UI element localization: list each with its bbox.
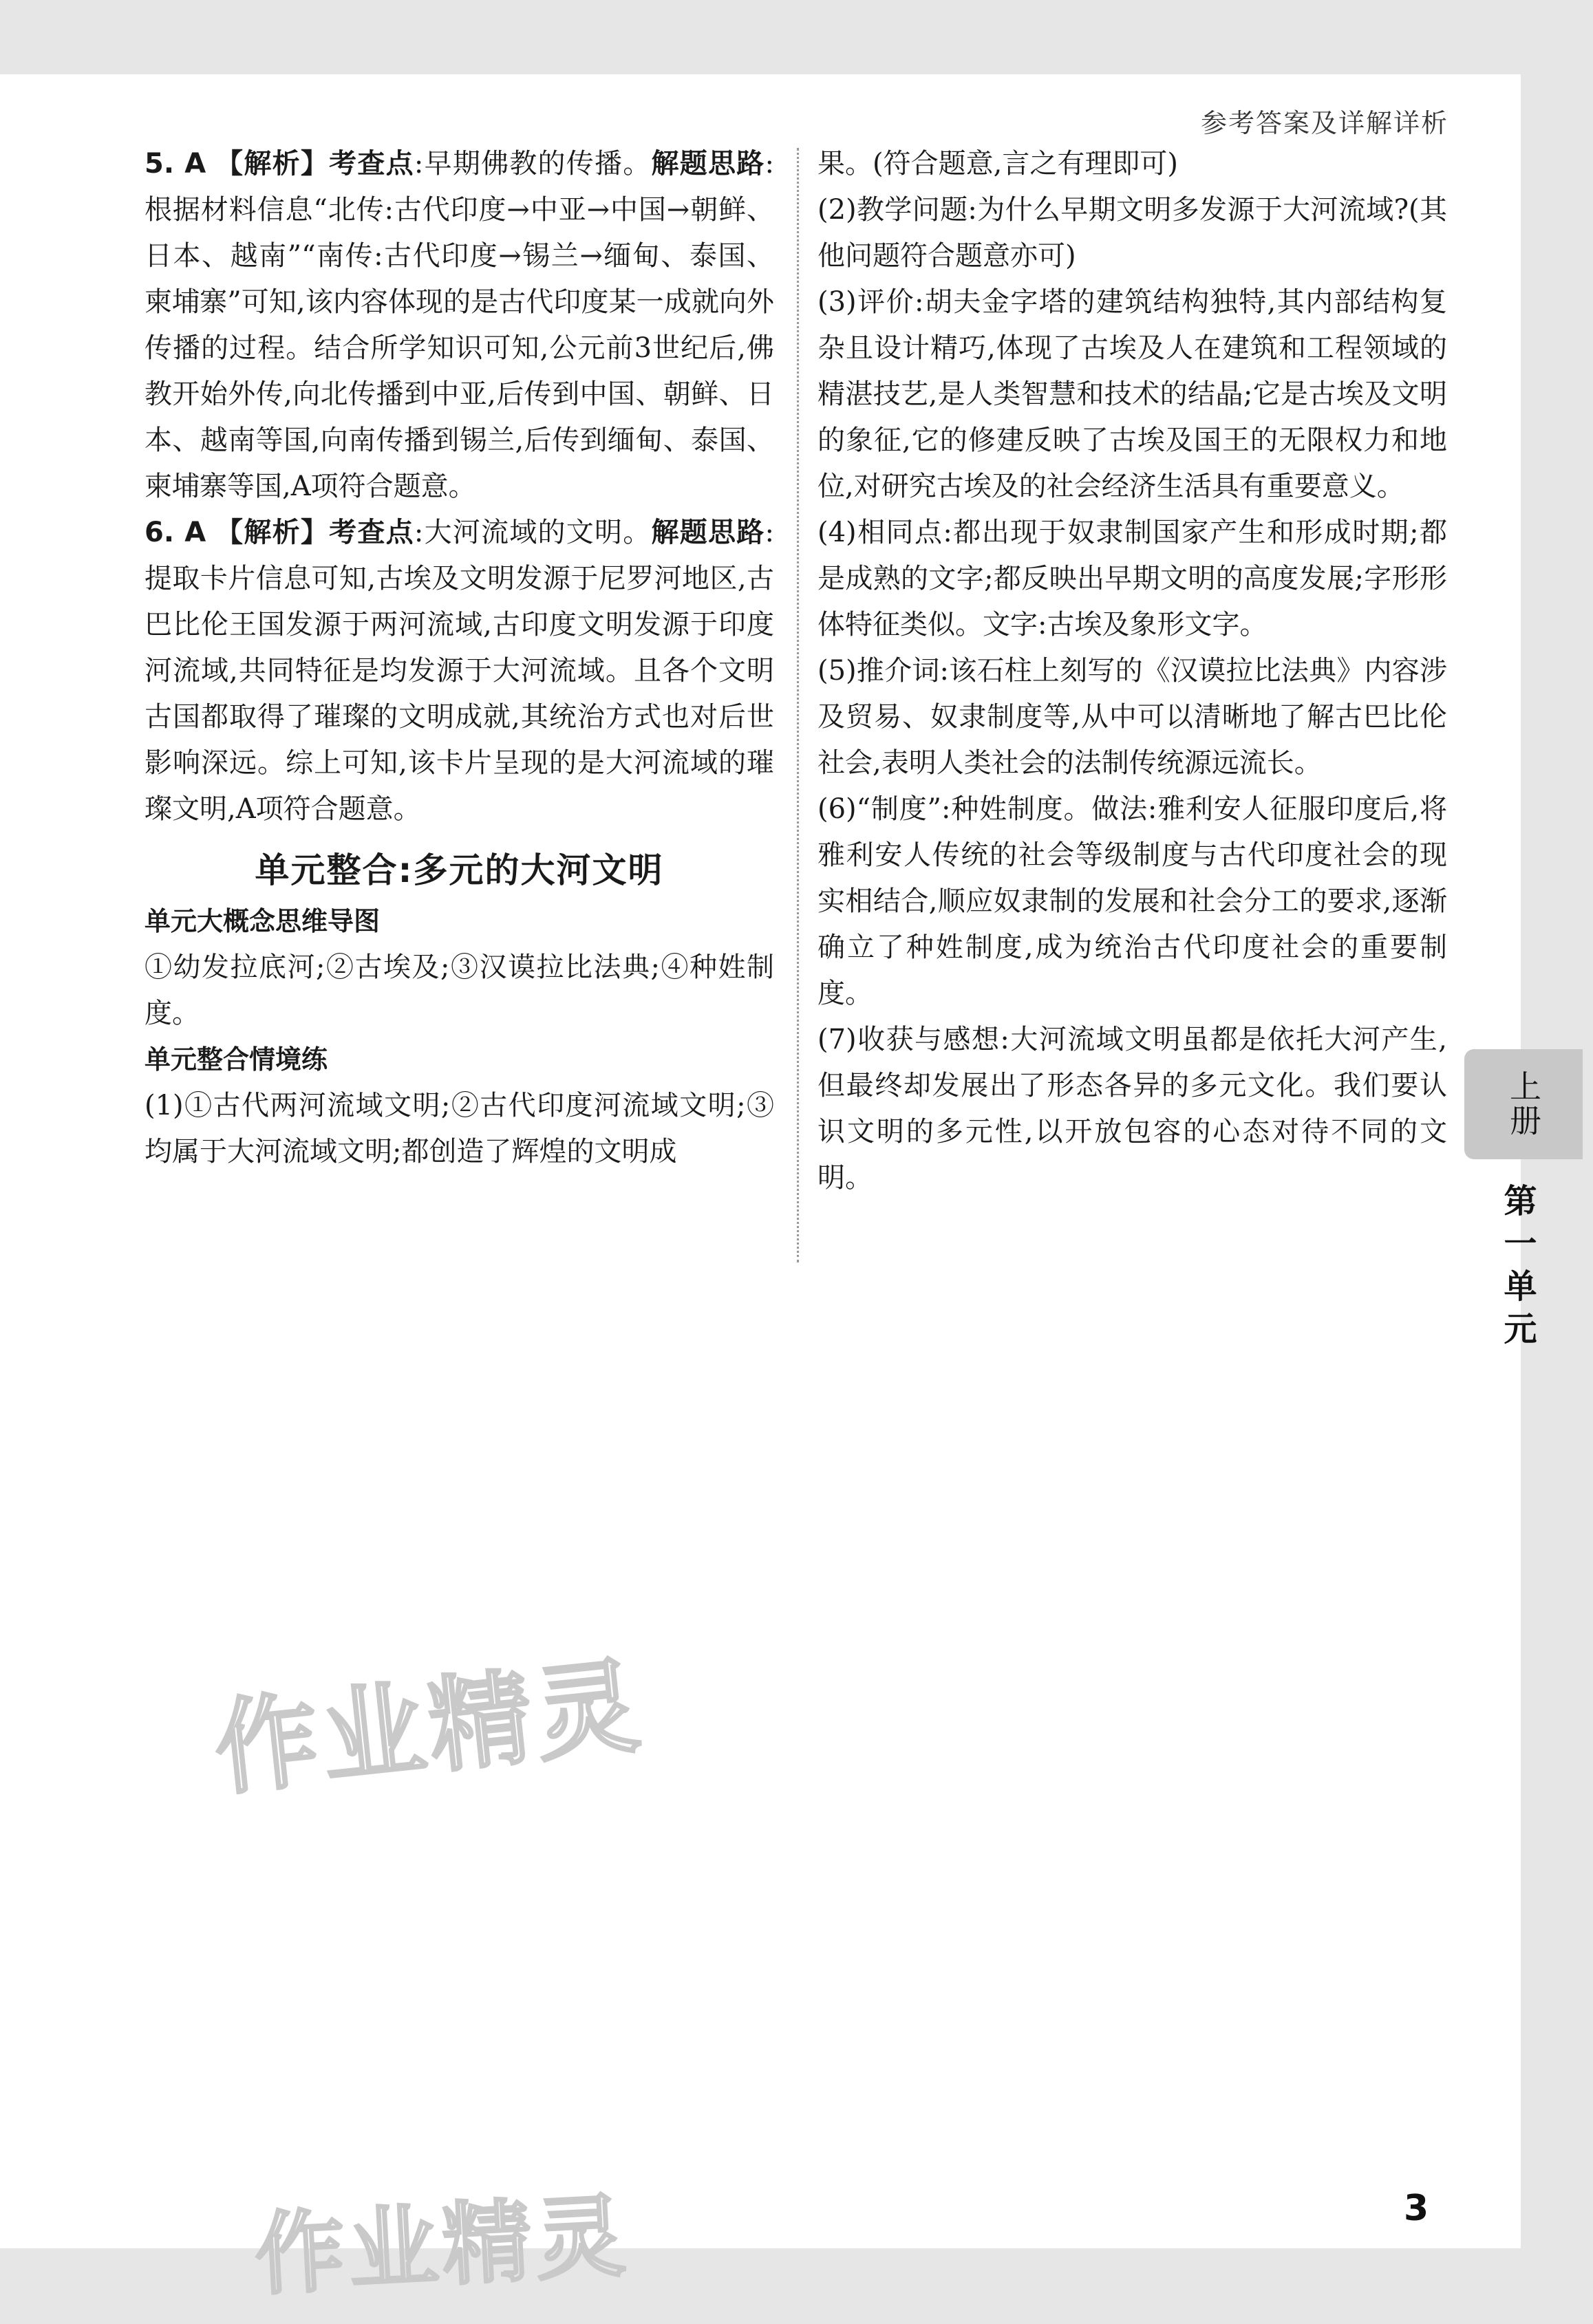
volume-tab	[1464, 1049, 1583, 1159]
analysis-tag: 【解析】	[215, 517, 330, 548]
column-divider	[797, 148, 799, 1262]
practice-heading: 单元整合情境练	[145, 1044, 328, 1075]
mindmap-heading: 单元大概念思维导图	[145, 906, 381, 936]
practice-answer-7: (7)收获与感想:大河流域文明虽都是依托大河产生,但最终却发展出了形态各异的多元文化。我们要认识文明的多元性,以开放包容的心态对待不同的文明。	[817, 1024, 1447, 1194]
volume-tab-label: 上册	[1505, 1070, 1542, 1139]
question-number: 5. A	[145, 148, 206, 180]
page-number: 3	[1404, 2188, 1429, 2229]
answer-body: :根据材料信息“北传:古代印度→中亚→中国→朝鲜、日本、越南”“南传:古代印度→锡兰→缅甸、泰国、柬埔寨”可知,该内容体现的是古代印度某一成就向外传播的过程。结合所学知识可知,公元前3世纪后,佛教开始外传,向北传播到中亚,后传到中国、朝鲜、日本、越南等国,向南传播到锡兰,后传到缅甸、泰国、柬埔寨等国,A项符合题意。	[145, 148, 775, 502]
key-point-label: 考查点	[329, 148, 414, 180]
answer-body: :提取卡片信息可知,古埃及文明发源于尼罗河地区,古巴比伦王国发源于两河流域,古印度文明发源于印度河流域,共同特征是均发源于大河流域。且各个文明古国都取得了璀璨的文明成就,其统治方式也对后世影响深远。综上可知,该卡片呈现的是大河流域的璀璨文明,A项符合题意。	[145, 517, 775, 825]
idea-label: 解题思路	[651, 517, 765, 548]
practice-answer-1: (1)①古代两河流域文明;②古代印度河流域文明;③均属于大河流域文明;都创造了辉煌的文明成	[145, 1090, 774, 1168]
idea-label: 解题思路	[651, 148, 765, 180]
key-point-text: :大河流域的文明。	[414, 517, 652, 548]
practice-answer-1-cont: 果。(符合题意,言之有理即可)	[817, 148, 1178, 180]
practice-answer-3: (3)评价:胡夫金字塔的建筑结构独特,其内部结构复杂且设计精巧,体现了古埃及人在建筑和工程领域的精湛技艺,是人类智慧和技术的结晶;它是古埃及文明的象征,它的修建反映了古埃及国王的无限权力和地位,对研究古埃及的社会经济生活具有重要意义。	[817, 286, 1447, 502]
mindmap-answer: ①幼发拉底河;②古埃及;③汉谟拉比法典;④种姓制度。	[145, 951, 774, 1029]
watermark: 作业精灵	[252, 2183, 632, 2308]
practice-answer-2: (2)教学问题:为什么早期文明多发源于大河流域?(其他问题符合题意亦可)	[817, 194, 1447, 272]
key-point-label: 考查点	[329, 517, 414, 548]
question-number: 6. A	[145, 517, 206, 548]
watermark: 作业精灵	[209, 1646, 649, 1811]
unit-label: 第一单元	[1498, 1183, 1537, 1354]
right-column	[817, 141, 1447, 1201]
section-title: 单元整合:多元的大河文明	[255, 850, 664, 890]
question-5	[145, 141, 774, 510]
analysis-tag: 【解析】	[215, 148, 330, 180]
practice-answer-4: (4)相同点:都出现于奴隶制国家产生和形成时期;都是成熟的文字;都反映出早期文明的高度发展;字形形体特征类似。文字:古埃及象形文字。	[817, 517, 1447, 641]
practice-answer-6: (6)“制度”:种姓制度。做法:雅利安人征服印度后,将雅利安人传统的社会等级制度与古代印度社会的现实相结合,顺应奴隶制的发展和社会分工的要求,逐渐确立了种姓制度,成为统治古代印度社会的重要制度。	[817, 793, 1447, 1009]
question-6	[145, 510, 774, 832]
header-title: 参考答案及详解详析	[1200, 108, 1448, 138]
left-column	[145, 141, 774, 1175]
practice-answer-5: (5)推介词:该石柱上刻写的《汉谟拉比法典》内容涉及贸易、奴隶制度等,从中可以清晰地了解古巴比伦社会,表明人类社会的法制传统源远流长。	[817, 655, 1447, 779]
key-point-text: :早期佛教的传播。	[414, 148, 652, 180]
